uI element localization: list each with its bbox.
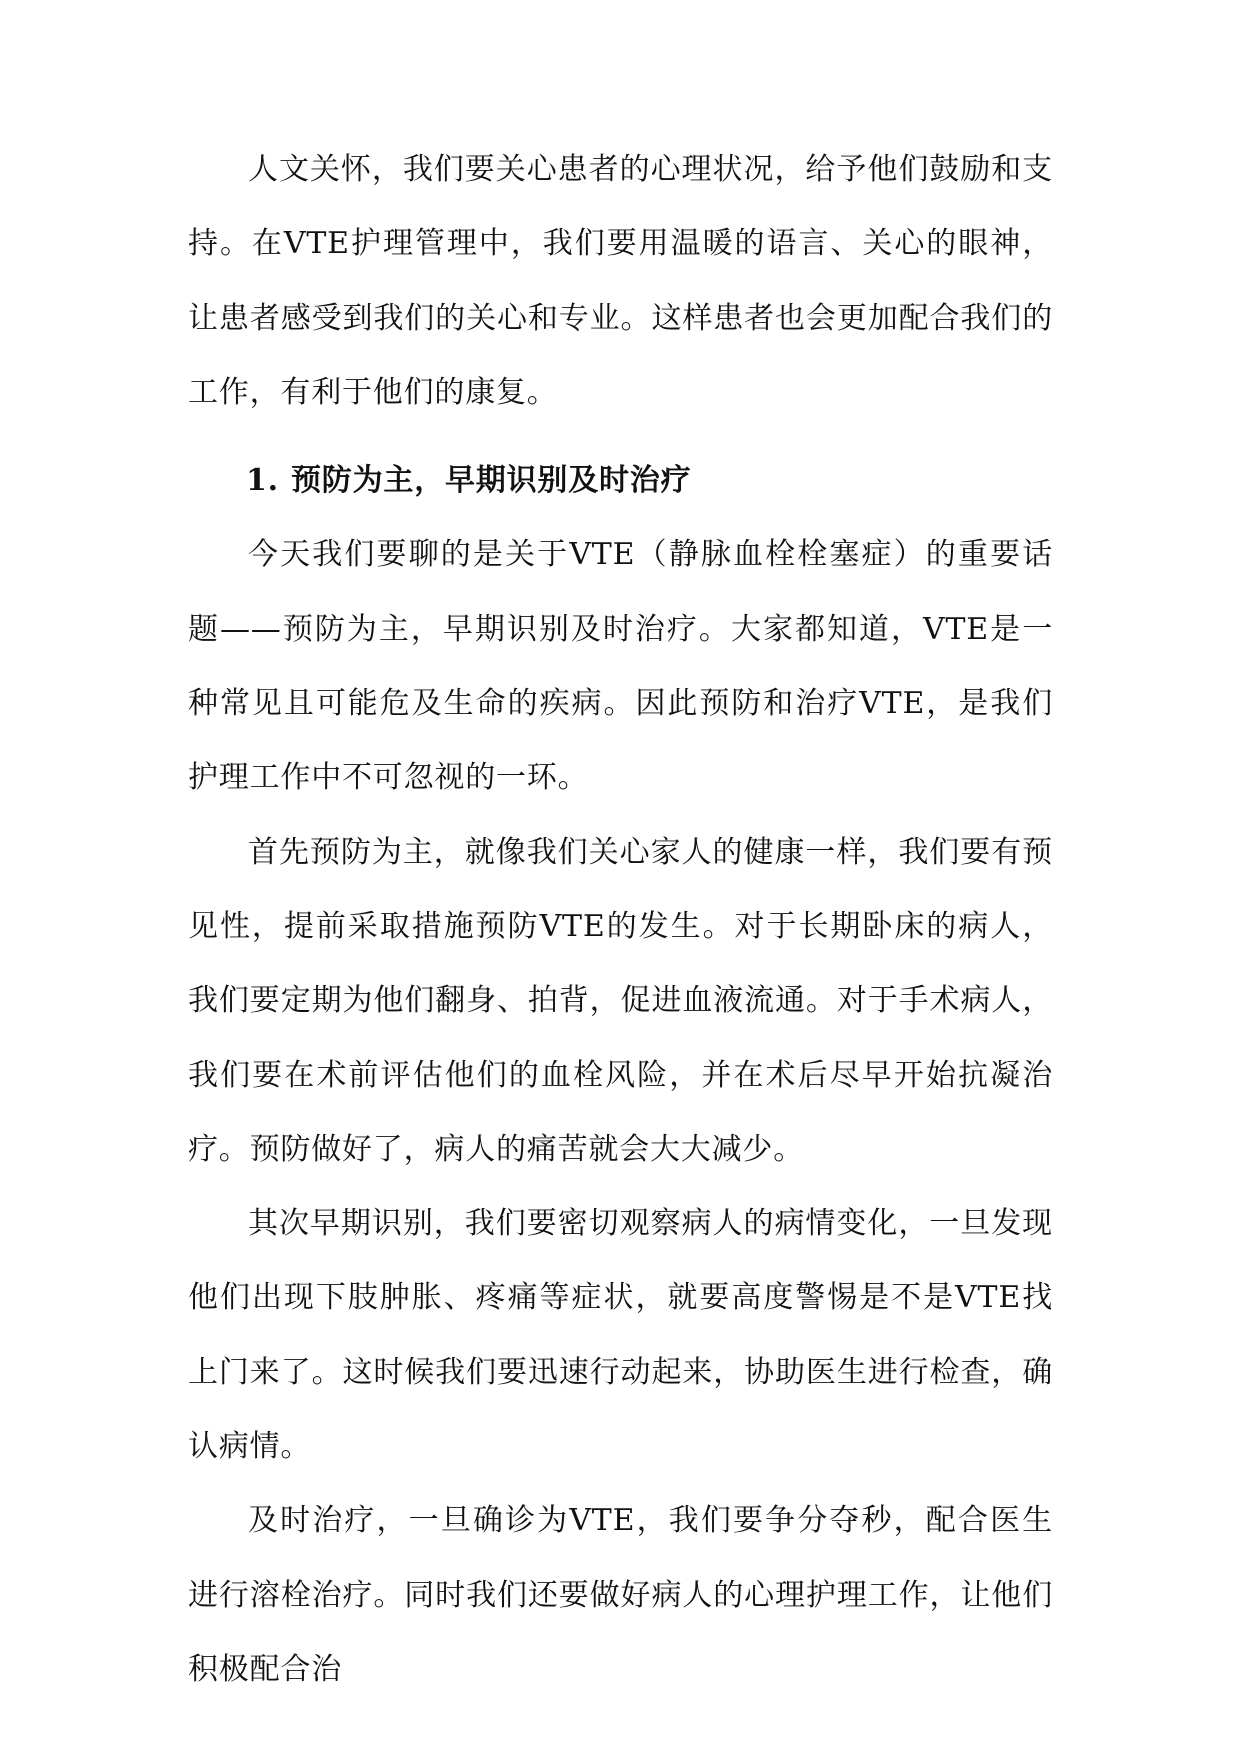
paragraph-early-identification: 其次早期识别，我们要密切观察病人的病情变化，一旦发现他们出现下肢肿胀、疼痛等症状，就要高度警惕是不是VTE找上门来了。这时候我们要迅速行动起来，协助医生进行检查，确认病情。 [188,1206,1053,1465]
paragraph-prevention: 首先预防为主，就像我们关心家人的健康一样，我们要有预见性，提前采取措施预防VTE的发生。对于长期卧床的病人，我们要定期为他们翻身、拍背，促进血液流通。对于手术病人，我们要在术前评估他们的血栓风险，并在术后尽早开始抗凝治疗。预防做好了，病人的痛苦就会大大减少。 [188,834,1053,1167]
paragraph-timely-treatment: 及时治疗，一旦确诊为VTE，我们要争分夺秒，配合医生进行溶栓治疗。同时我们还要做好病人的心理护理工作，让他们积极配合治 [188,1503,1053,1687]
document-body [188,133,1053,1707]
section-heading [188,444,1053,518]
section-title: 预防为主，早期识别及时治疗 [291,463,692,499]
paragraph-intro-vte: 今天我们要聊的是关于VTE（静脉血栓栓塞症）的重要话题——预防为主，早期识别及时治疗。大家都知道，VTE是一种常见且可能危及生命的疾病。因此预防和治疗VTE，是我们护理工作中不可忽视的一环。 [188,537,1053,796]
section-number: 1. [246,463,279,499]
paragraph-humanistic-care: 人文关怀，我们要关心患者的心理状况，给予他们鼓励和支持。在VTE护理管理中，我们要用温暖的语言、关心的眼神，让患者感受到我们的关心和专业。这样患者也会更加配合我们的工作，有利于他们的康复。 [188,152,1053,410]
